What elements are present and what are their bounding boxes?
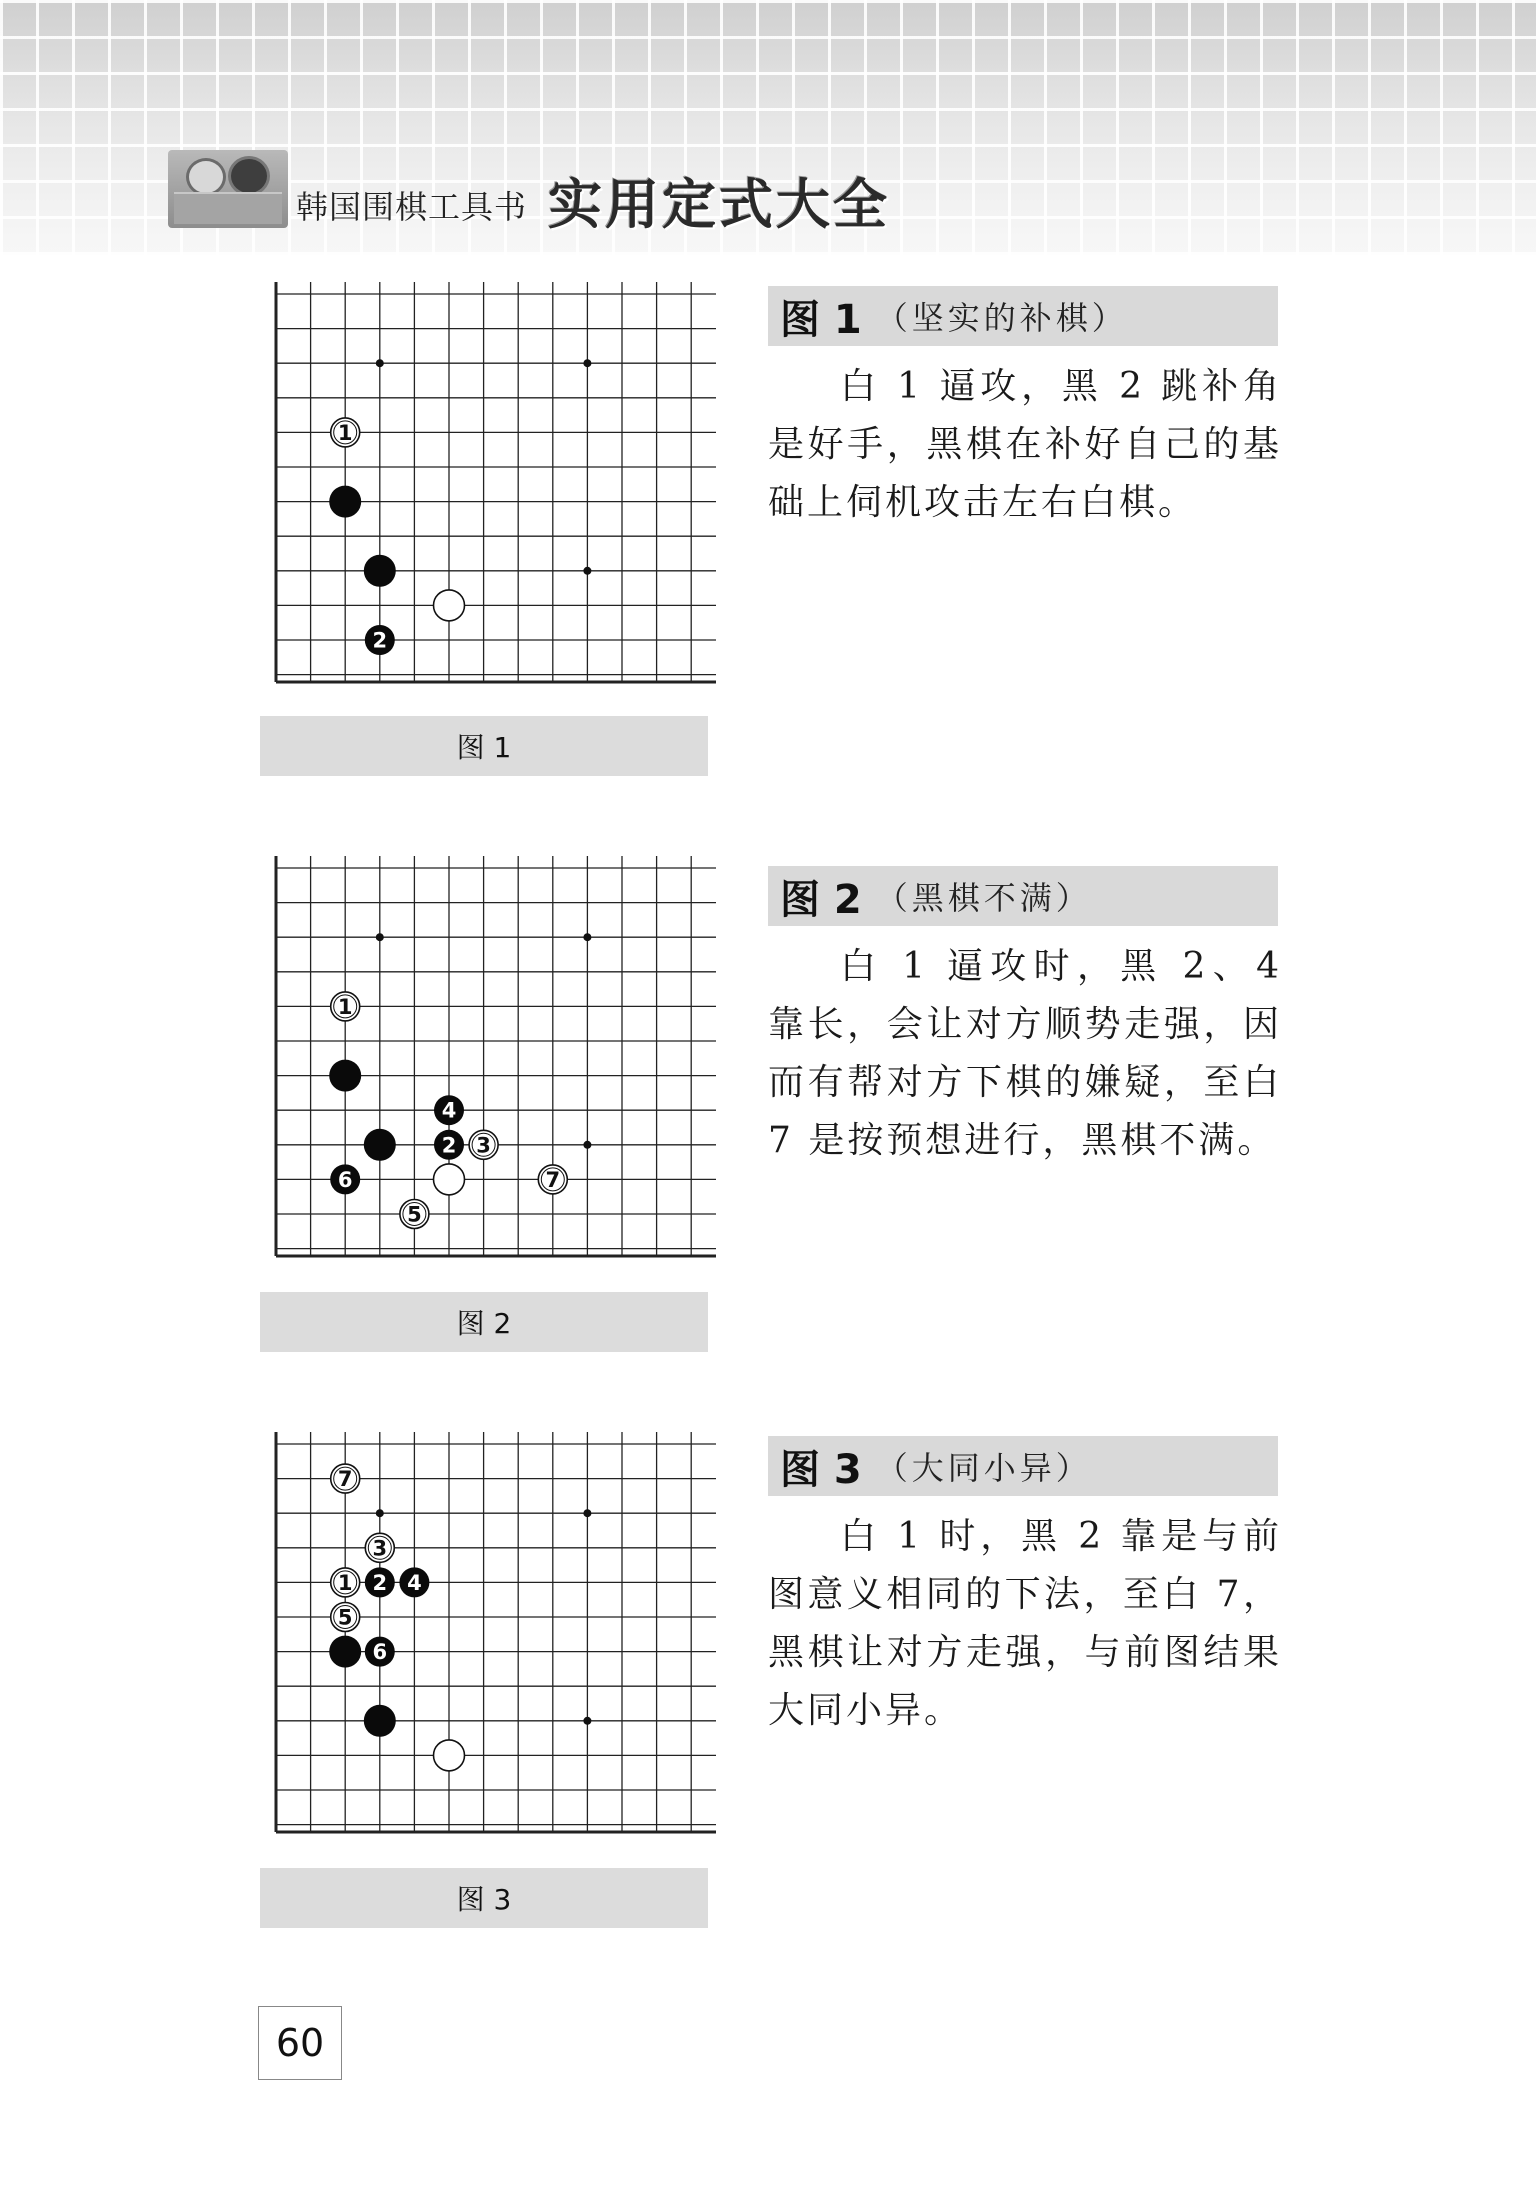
star-point [583, 1509, 591, 1517]
white-stone [331, 1603, 360, 1632]
star-point [583, 1717, 591, 1725]
figure-heading-3 [768, 1436, 1278, 1496]
black-stone [329, 1060, 361, 1092]
figure-heading-label: 图 1 [780, 296, 862, 343]
star-point [376, 359, 384, 367]
move-number: 4 [441, 1098, 457, 1123]
move-number: 1 [337, 994, 353, 1019]
black-stone [365, 625, 395, 655]
white-stone [331, 992, 360, 1021]
black-stone [364, 1129, 396, 1161]
go-board-diagram-3 [262, 1432, 716, 1838]
figure-commentary-1: 白 1 逼攻，黑 2 跳补角是好手，黑棋在补好自己的基础上伺机攻击左右白棋。 [768, 366, 1282, 523]
black-stone [365, 1637, 395, 1667]
white-stone [331, 1568, 360, 1597]
black-stone [329, 486, 361, 518]
move-number: 4 [407, 1570, 422, 1595]
star-point [376, 1509, 384, 1517]
figure-caption-text: 图 3 [456, 1883, 512, 1916]
figure-caption-2 [260, 1292, 708, 1352]
move-number: 6 [337, 1167, 353, 1192]
move-number: 1 [337, 1570, 353, 1595]
board-grid [276, 282, 716, 682]
move-number: 3 [476, 1133, 491, 1158]
go-board-diagram-2 [262, 856, 716, 1262]
move-number: 5 [407, 1202, 422, 1227]
figure-heading-1 [768, 286, 1278, 346]
move-number: 2 [441, 1133, 457, 1158]
figure-commentary-3: 白 1 时，黑 2 靠是与前图意义相同的下法，至白 7，黑棋让对方走强，与前图结果大同小异。 [768, 1516, 1282, 1731]
figure-heading-subtitle: （大同小异） [875, 1449, 1092, 1487]
figure-caption-3 [260, 1868, 708, 1928]
star-point [376, 933, 384, 941]
move-number: 2 [372, 1570, 388, 1595]
white-stone [365, 1533, 394, 1562]
figure-heading-subtitle: （黑棋不满） [875, 879, 1092, 917]
series-title: 韩国围棋工具书 [296, 188, 528, 226]
white-stone [331, 1464, 360, 1493]
board-grid [276, 856, 716, 1256]
black-stone [434, 1130, 464, 1160]
black-stone [330, 1164, 360, 1194]
white-stone [538, 1165, 567, 1194]
figure-commentary-2: 白 1 逼攻时，黑 2、4 靠长，会让对方顺势走强，因而有帮对方下棋的嫌疑，至白 7 是按预想进行，黑棋不满。 [768, 946, 1282, 1161]
figure-heading-label: 图 3 [780, 1446, 862, 1493]
figure-heading-label: 图 2 [780, 876, 862, 923]
white-stone [331, 418, 360, 447]
black-stone [329, 1636, 361, 1668]
figure-caption-text: 图 2 [456, 1307, 512, 1340]
figure-caption-1 [260, 716, 708, 776]
go-logo-icon [168, 150, 288, 228]
white-stone [400, 1200, 429, 1229]
white-stone [469, 1130, 498, 1159]
white-stone [434, 590, 465, 621]
figure-heading-2 [768, 866, 1278, 926]
star-point [583, 567, 591, 575]
black-stone [364, 1705, 396, 1737]
move-number: 1 [337, 420, 353, 445]
move-number: 7 [337, 1467, 353, 1492]
move-number: 7 [545, 1167, 561, 1192]
black-stone [364, 555, 396, 587]
page-header [0, 0, 1536, 255]
black-stone [365, 1567, 395, 1597]
go-board-diagram-1 [262, 282, 716, 688]
white-stone [434, 1740, 465, 1771]
page-number: 60 [258, 2006, 342, 2080]
star-point [583, 1141, 591, 1149]
move-number: 3 [372, 1536, 388, 1561]
figure-caption-text: 图 1 [456, 731, 512, 764]
move-number: 5 [337, 1605, 353, 1630]
book-title: 实用定式大全 [548, 173, 890, 236]
black-stone [399, 1567, 429, 1597]
figure-heading-subtitle: （坚实的补棋） [875, 299, 1128, 337]
star-point [583, 359, 591, 367]
white-stone [434, 1164, 465, 1195]
star-point [583, 933, 591, 941]
move-number: 2 [372, 628, 388, 653]
black-stone [434, 1095, 464, 1125]
move-number: 6 [372, 1640, 388, 1665]
